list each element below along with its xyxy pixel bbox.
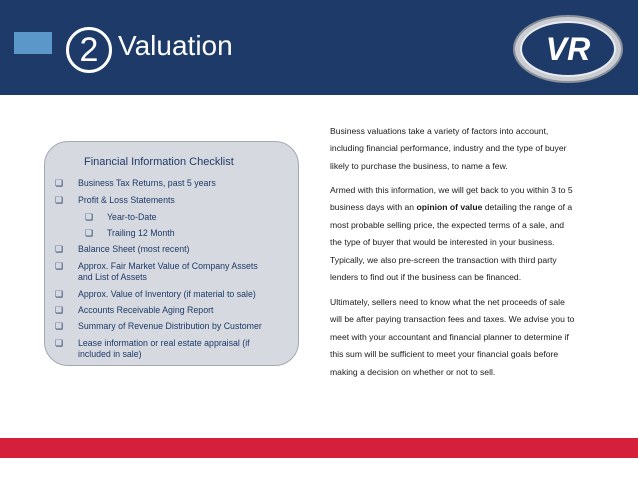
company-logo <box>512 14 624 84</box>
checkbox-bullet-icon: ❏ <box>55 321 64 331</box>
text-line: Armed with this information, we will get back to you within 3 to 5 <box>330 185 573 195</box>
checklist-item: Summary of Revenue Distribution by Customer <box>78 321 262 331</box>
opinion-of-value-emphasis: opinion of value <box>416 202 483 213</box>
text-line: meet with your accountant and financial planner to determine if <box>330 331 569 342</box>
checklist-item: Lease information or real estate appraisal (if <box>78 338 250 348</box>
step-number-badge: 2 <box>66 27 112 73</box>
checkbox-bullet-icon: ❏ <box>85 212 94 222</box>
paragraph-process <box>330 182 612 286</box>
paragraph-intro <box>330 123 612 175</box>
text-run: detailing the range of a <box>482 202 573 213</box>
checklist-item: Approx. Fair Market Value of Company Assets <box>78 261 258 271</box>
checklist-subitem: Year-to-Date <box>107 212 157 222</box>
checkbox-bullet-icon: ❏ <box>55 178 64 188</box>
checkbox-bullet-icon: ❏ <box>55 195 64 205</box>
text-line: Ultimately, sellers need to know what the net proceeds of sale <box>330 297 565 307</box>
checklist-item: Profit & Loss Statements <box>78 195 175 205</box>
checklist-title: Financial Information Checklist <box>84 156 234 168</box>
text-line: this sum will be sufficient to meet your financial goals before <box>330 349 559 360</box>
text-run: business days with an <box>330 202 417 213</box>
text-line: likely to purchase the business, to name a few. <box>330 160 508 171</box>
checkbox-bullet-icon: ❏ <box>85 228 94 238</box>
checklist-item: Balance Sheet (most recent) <box>78 244 190 254</box>
checkbox-bullet-icon: ❏ <box>55 244 64 254</box>
checklist-subitem: Trailing 12 Month <box>107 228 175 238</box>
text-line <box>330 199 612 216</box>
text-line: the type of buyer that would be interested in your business. <box>330 237 555 248</box>
checkbox-bullet-icon: ❏ <box>55 289 64 299</box>
paragraph-conclusion <box>330 294 612 381</box>
page-title: Valuation <box>118 30 233 61</box>
checklist-item: Approx. Value of Inventory (if material to sale) <box>78 289 256 299</box>
text-line: will be after paying transaction fees and taxes. We advise you to <box>330 314 575 325</box>
text-line: Typically, we also pre-screen the transaction with third party <box>330 254 557 265</box>
text-line: making a decision on whether or not to sell. <box>330 366 496 377</box>
checklist-item: Accounts Receivable Aging Report <box>78 305 214 315</box>
text-line: most probable selling price, the expected terms of a sale, and <box>330 219 565 230</box>
checklist-item: Business Tax Returns, past 5 years <box>78 178 216 188</box>
checkbox-bullet-icon: ❏ <box>55 305 64 315</box>
checkbox-bullet-icon: ❏ <box>55 261 64 271</box>
logo-text: VR <box>545 31 591 67</box>
text-line: Business valuations take a variety of factors into account, <box>330 126 549 136</box>
header-accent-block <box>14 32 52 54</box>
checkbox-bullet-icon: ❏ <box>55 338 64 348</box>
footer-bar <box>0 438 638 458</box>
text-line: including financial performance, industry and the type of buyer <box>330 143 567 154</box>
text-line: lenders to find out if the business can be financed. <box>330 272 522 283</box>
checklist-item-continued: included in sale) <box>78 349 142 359</box>
checklist-item-continued: and List of Assets <box>78 272 147 282</box>
